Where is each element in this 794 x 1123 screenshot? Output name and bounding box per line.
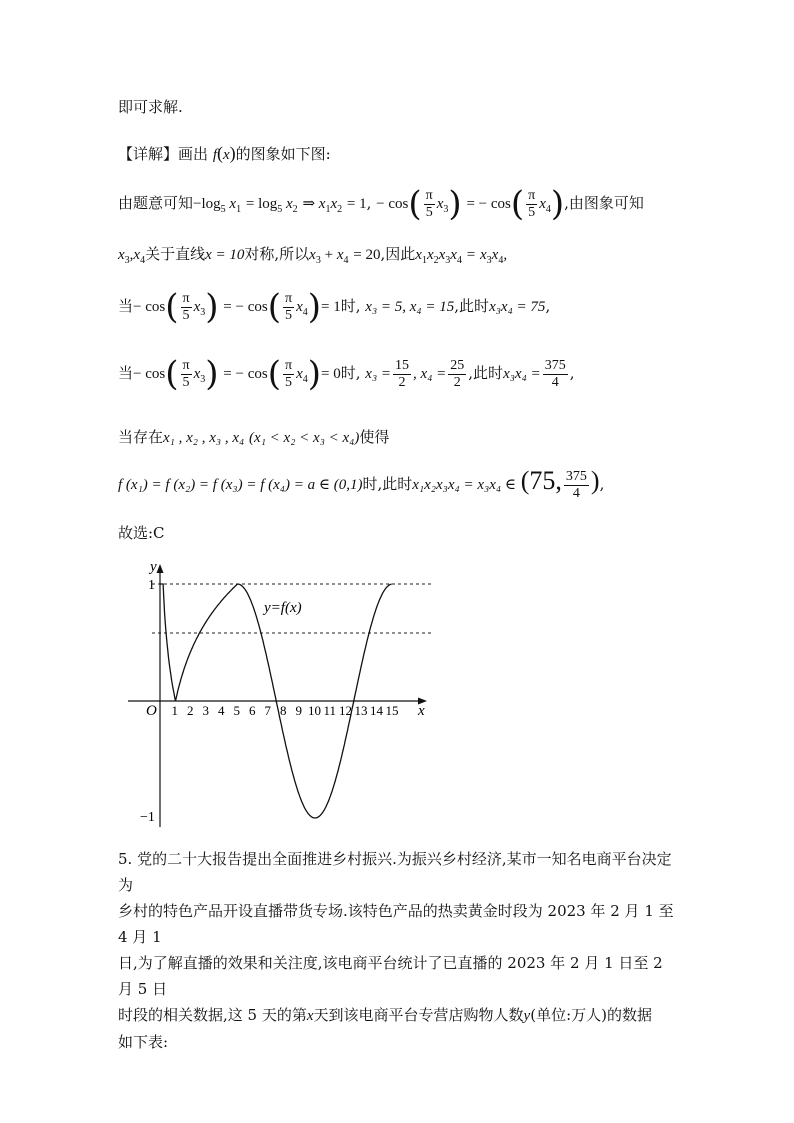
five-4: 5: [285, 307, 293, 323]
x-tick-10: 10: [308, 703, 321, 718]
step5-line: [118, 426, 389, 447]
step1-implies: ⇒ x: [302, 196, 326, 212]
step6-line: [118, 466, 604, 502]
pi-3: π: [182, 290, 190, 306]
intro-text: 即可求解.: [118, 98, 183, 116]
y-axis-label: y: [150, 559, 157, 575]
step2-sum: = 20: [353, 247, 381, 263]
step3-line: 当− cos( $\frac{\pi}{5}$ $x_3$) = − cos( $\frac{\pi}{5}$ $x_4)= 1$时, x₃ = 5, x₄ = 15,此时x₃x₄ = 75,: [118, 287, 551, 327]
step6-interval-right: ): [590, 466, 600, 495]
x-axis-label: x: [418, 703, 425, 719]
step4-x4-num: 25: [450, 357, 465, 373]
five-2: 5: [528, 204, 536, 220]
y-tick-1: 1: [148, 578, 155, 593]
func-arg: x: [222, 147, 230, 163]
x-tick-7: 7: [264, 703, 271, 718]
step1-tail: ,由图象可知: [564, 194, 644, 212]
x-tick-15: 15: [385, 703, 399, 718]
step2-product-eq: =: [466, 247, 476, 263]
step3-when: 时,: [340, 297, 361, 315]
five-6: 5: [285, 374, 293, 390]
step3-prod: x₃x₄ = 75: [489, 299, 546, 315]
origin-label: O: [146, 703, 157, 719]
step1-eq-b: = log: [245, 196, 278, 212]
q5-line-3: 日,为了解直播的效果和关注度,该电商平台统计了已直播的 2023 年 2 月 1 日至 2 月 5 日: [118, 954, 663, 998]
step4-x3-num: 15: [395, 357, 410, 373]
step2-text2: 对称,所以: [244, 245, 310, 263]
x-tick-labels: [172, 703, 399, 718]
step4-lead: 当: [118, 364, 134, 382]
q5-line-4b: 天到该电商平台专营店购物人数: [313, 1006, 524, 1024]
q5-line-2: 乡村的特色产品开设直播带货专场.该特色产品的热卖黄金时段为 2023 年 2 月 1 至 4 月 1: [118, 902, 674, 946]
step4-when: 时,: [340, 364, 361, 382]
step1-comma: ,: [366, 194, 372, 212]
step1-cos: − cos: [376, 196, 409, 212]
step3-vals: x₃ = 5, x₄ = 15: [365, 299, 455, 315]
x-tick-11: 11: [323, 703, 337, 718]
x-tick-4: 4: [218, 703, 225, 718]
pi-1: π: [425, 187, 433, 203]
x-tick-14: 14: [370, 703, 383, 718]
step1-line: 由题意可知$-\log_5$ $x_1 = \log_5 x_2$ ⇒ $x_1x_2 = 1$, − cos( $\frac{\pi}{5}$ $x_3$) = − cos( $\frac{\pi}{5}$ $x_4$),由图象可知: [118, 184, 644, 224]
pi-4: π: [284, 290, 293, 306]
x-tick-3: 3: [202, 703, 209, 718]
step3-rhs: = 1: [321, 299, 341, 315]
x-tick-5: 5: [233, 703, 240, 718]
step1-implies-rhs: = 1: [346, 196, 367, 212]
step2-line-eq: x = 10: [205, 247, 245, 263]
y-tick-neg1: −1: [140, 810, 155, 825]
func-name: f: [212, 147, 217, 163]
step4-end: ,: [569, 364, 575, 382]
step4-x3: x₃ =: [365, 366, 392, 382]
q5-var-x: x: [306, 1008, 314, 1024]
detail-line: 【详解】画出 f(x)的图象如下图:: [118, 143, 331, 163]
step6-prod: x₁x₂x₃x₄ = x₃x₄ ∈: [412, 477, 516, 493]
step6-when: 时,此时: [362, 475, 413, 493]
five-5: 5: [182, 374, 190, 390]
q5-line-5: 如下表:: [118, 1033, 169, 1051]
x-tick-2: 2: [187, 703, 194, 718]
step4-neg-cos: = − cos: [223, 366, 268, 382]
pi-2: π: [528, 187, 536, 203]
curve-label: y=f(x): [264, 600, 302, 616]
five-1: 5: [425, 204, 433, 220]
step3-end: ,: [545, 297, 551, 315]
step1-lead: 由题意可知: [118, 194, 194, 212]
step4-x3-den: 2: [398, 374, 406, 390]
step3-lead: 当: [118, 297, 134, 315]
q5-line-4a: 时段的相关数据,这 5 天的第: [118, 1006, 307, 1024]
answer-text: 故选:C: [118, 524, 165, 542]
step5-tail: 使得: [359, 428, 390, 446]
step4-rhs: = 0: [321, 366, 341, 382]
step4-prod-den: 4: [551, 374, 559, 390]
detail-text-after: 的图象如下图:: [235, 145, 331, 163]
step4-prod-num: 375: [544, 357, 566, 373]
five-3: 5: [182, 307, 190, 323]
q5-line-4: [118, 1002, 678, 1029]
x-tick-8: 8: [280, 703, 287, 718]
x-tick-9: 9: [295, 703, 302, 718]
step2-text3: ,因此: [380, 245, 416, 263]
x-tick-13: 13: [354, 703, 368, 718]
function-graph: [124, 555, 434, 830]
step6-end: ,: [599, 475, 605, 493]
x-tick-12: 12: [339, 703, 352, 718]
q5-line-1: 5. 党的二十大报告提出全面推进乡村振兴.为振兴乡村经济,某市一知名电商平台决定为: [118, 850, 672, 894]
step3-cos: − cos: [133, 299, 166, 315]
step5-text: 当存在: [118, 428, 164, 446]
step2-text: 关于直线: [145, 245, 206, 263]
question-5: [118, 846, 678, 1055]
step2-x3: x: [118, 247, 125, 263]
step3-tail: ,此时: [454, 297, 490, 315]
step4-cos: − cos: [133, 366, 166, 382]
step6-eq: f (x₁) = f (x₂) = f (x₃) = f (x₄) = a ∈ (0,1): [118, 477, 363, 493]
step5-cond: (x₁ < x₂ < x₃ < x₄): [249, 430, 360, 446]
x-tick-1: 1: [171, 703, 178, 718]
step6-interval-num: 375: [565, 468, 587, 484]
detail-text-before: 画出: [178, 145, 209, 163]
y-axis-arrow: [157, 564, 164, 573]
step4-tail: ,此时: [468, 364, 504, 382]
q5-var-y: y: [523, 1008, 531, 1024]
step5-vars: x₁ , x₂ , x₃ , x₄: [163, 430, 245, 446]
step4-x4: , x₄ =: [413, 366, 447, 382]
x-tick-6: 6: [249, 703, 256, 718]
pi-5: π: [182, 357, 190, 373]
pi-6: π: [284, 357, 293, 373]
step2-line: $x_3,x_4$关于直线x = 10对称,所以$x_3 + x_4 = 20$,因此$x_1x_2x_3x_4 = x_3x_4$,: [118, 245, 508, 266]
step3-neg-cos: = − cos: [223, 299, 268, 315]
step4-x4-den: 2: [453, 374, 461, 390]
q5-line-4c: (单位:万人)的数据: [530, 1006, 652, 1024]
step6-interval-den: 4: [572, 485, 580, 501]
step1-eq-a: −log: [193, 196, 221, 212]
step1-neg-cos: = − cos: [466, 196, 511, 212]
step6-interval-left: (75,: [520, 466, 562, 495]
step4-prod: x₃x₄ =: [503, 366, 541, 382]
detail-label: 【详解】: [118, 145, 179, 163]
step4-line: 当− cos( $\frac{\pi}{5}$ $x_3$) = − cos( $\frac{\pi}{5}$ $x_4)= 0$时, x₃ = $\frac{15}{2}$ , x₄ = $\frac{25}{2}$ ,此时x₃x₄ = $\frac{375}{4}$ ,: [118, 354, 575, 394]
